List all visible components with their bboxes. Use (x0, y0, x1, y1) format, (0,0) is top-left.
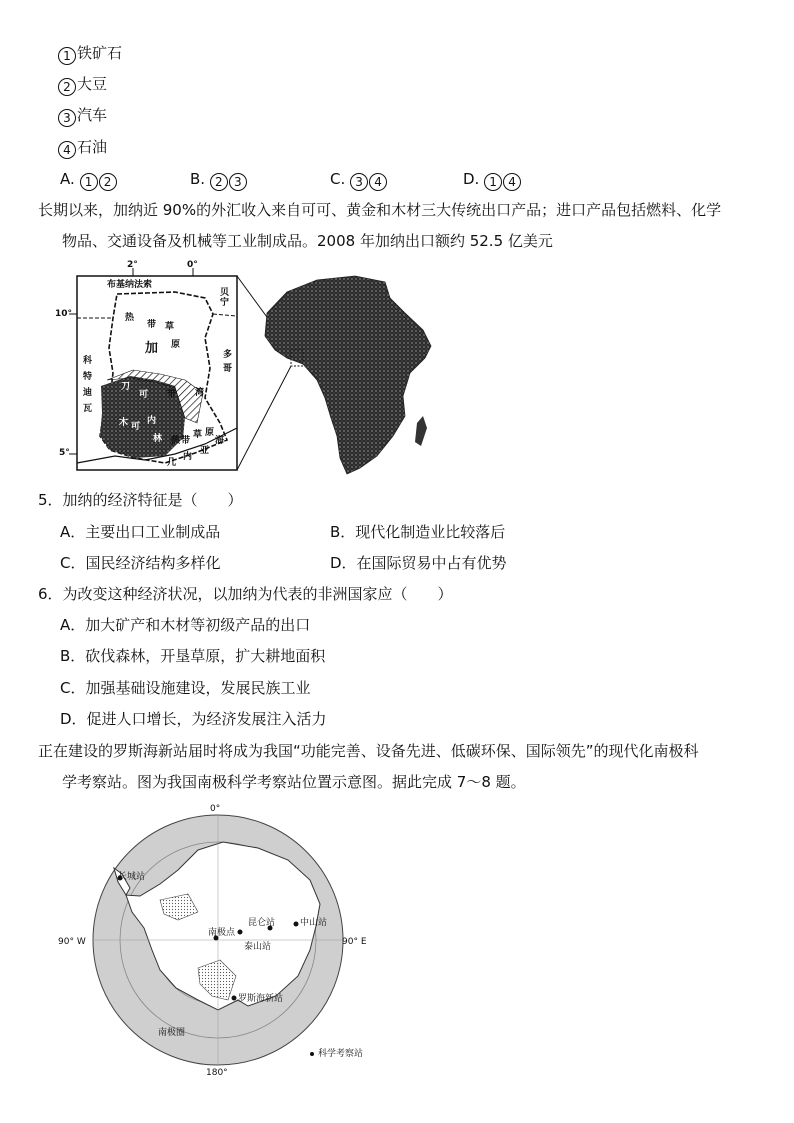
sea-label: 几 (167, 458, 177, 468)
q4-item-1: 1 铁矿石 (58, 43, 122, 65)
q6-option-a[interactable]: A．加大矿产和木材等初级产品的出口 (60, 616, 311, 634)
region-mark: 可 (139, 390, 149, 400)
station-label: 中山站 (300, 918, 328, 928)
vegetation-label: 带 (147, 320, 157, 330)
map-graphic (55, 258, 440, 478)
q6-option-d[interactable]: D．促进人口增长，为经济发展注入活力 (60, 710, 327, 728)
legend-dot (310, 1052, 314, 1056)
country-label: 瓦 (83, 404, 93, 414)
country-label: 加 (145, 341, 159, 356)
region-mark: 林 (153, 434, 163, 444)
lon-label: 0° (187, 260, 198, 270)
region-mark: 带 (167, 390, 177, 400)
meridian-0-label: 0° (210, 804, 221, 814)
ghana-africa-map (55, 258, 440, 478)
vegetation-label: 热 (125, 313, 135, 323)
country-label: 贝宁 (220, 288, 230, 308)
q4-option-b[interactable]: B. 2 3 (190, 169, 248, 191)
q4-item-3: 3 汽车 (58, 105, 107, 127)
q6-stem: 6．为改变这种经济状况，以加纳为代表的非洲国家应（ ） (38, 585, 453, 603)
meridian-90e-label: 90° E (342, 937, 367, 947)
region-mark: 木 (119, 418, 129, 428)
circled-number: 1 (58, 47, 76, 65)
station-label: 罗斯海新站 (238, 994, 284, 1004)
sea-label: 亚 (200, 446, 210, 456)
vegetation-label: 草 (193, 430, 203, 440)
circled-number: 3 (58, 109, 76, 127)
country-label: 多 (223, 350, 233, 360)
q4-option-d[interactable]: D. 1 4 (463, 169, 522, 191)
antarctic-circle-label: 南极圈 (158, 1028, 186, 1038)
station-dot (294, 922, 299, 927)
region-mark: 内 (147, 416, 157, 426)
q4-option-a[interactable]: A. 1 2 (60, 169, 118, 191)
lon-label: 2° (127, 260, 138, 270)
q5-option-d[interactable]: D．在国际贸易中占有优势 (330, 554, 507, 572)
station-dot (232, 996, 237, 1001)
region-mark: 刀 (121, 382, 131, 392)
country-label: 迪 (83, 388, 93, 398)
country-label: 布基纳法索 (107, 280, 153, 290)
station-label: 泰山站 (244, 942, 272, 952)
q5-stem: 5．加纳的经济特征是（ ） (38, 491, 243, 509)
antarctic-passage-line-2: 学考察站。图为我国南极科学考察站位置示意图。据此完成 7～8 题。 (62, 773, 526, 791)
station-label: 昆仑站 (248, 918, 276, 928)
q5-option-c[interactable]: C．国民经济结构多样化 (60, 554, 221, 572)
q5-option-b[interactable]: B．现代化制造业比较落后 (330, 523, 506, 541)
meridian-90w-label: 90° W (58, 937, 86, 947)
q4-item-4: 4 石油 (58, 137, 107, 159)
antarctic-map (48, 800, 393, 1085)
ghana-passage-line-2: 物品、交通设备及机械等工业制成品。2008 年加纳出口额约 52.5 亿美元 (62, 232, 553, 250)
q4-item-2: 2 大豆 (58, 74, 107, 96)
country-label: 哥 (223, 364, 233, 374)
sea-label: 湾 (195, 388, 205, 398)
vegetation-label: 草 (165, 322, 175, 332)
station-label: 长城站 (118, 872, 146, 882)
circled-number: 4 (58, 141, 76, 159)
pole-label: 南极点 (208, 928, 236, 938)
vegetation-label: 热 (171, 436, 181, 446)
country-label: 科 (83, 356, 93, 366)
ghana-passage-line-1: 长期以来，加纳近 90%的外汇收入来自可可、黄金和木材三大传统出口产品；进口产品包括燃料、化学 (38, 201, 722, 219)
vegetation-label: 原 (205, 428, 215, 438)
vegetation-label: 原 (171, 340, 181, 350)
circled-number: 2 (58, 78, 76, 96)
q6-option-b[interactable]: B．砍伐森林，开垦草原，扩大耕地面积 (60, 647, 326, 665)
region-mark: 可 (131, 422, 141, 432)
q5-option-a[interactable]: A．主要出口工业制成品 (60, 523, 221, 541)
q4-option-c[interactable]: C. 3 4 (330, 169, 388, 191)
meridian-180-label: 180° (206, 1068, 228, 1078)
antarctic-passage-line-1: 正在建设的罗斯海新站届时将成为我国“功能完善、设备先进、低碳环保、国际领先”的现代化南极科 (38, 742, 699, 760)
lat-label: 10° (55, 309, 73, 319)
lat-label: 5° (59, 448, 70, 458)
country-label: 特 (83, 372, 93, 382)
legend-label: 科学考察站 (318, 1049, 364, 1059)
vegetation-label: 带 (181, 436, 191, 446)
q6-option-c[interactable]: C．加强基础设施建设，发展民族工业 (60, 679, 311, 697)
sea-label: 海 (215, 436, 225, 446)
station-dot (238, 930, 243, 935)
sea-label: 内 (183, 452, 193, 462)
